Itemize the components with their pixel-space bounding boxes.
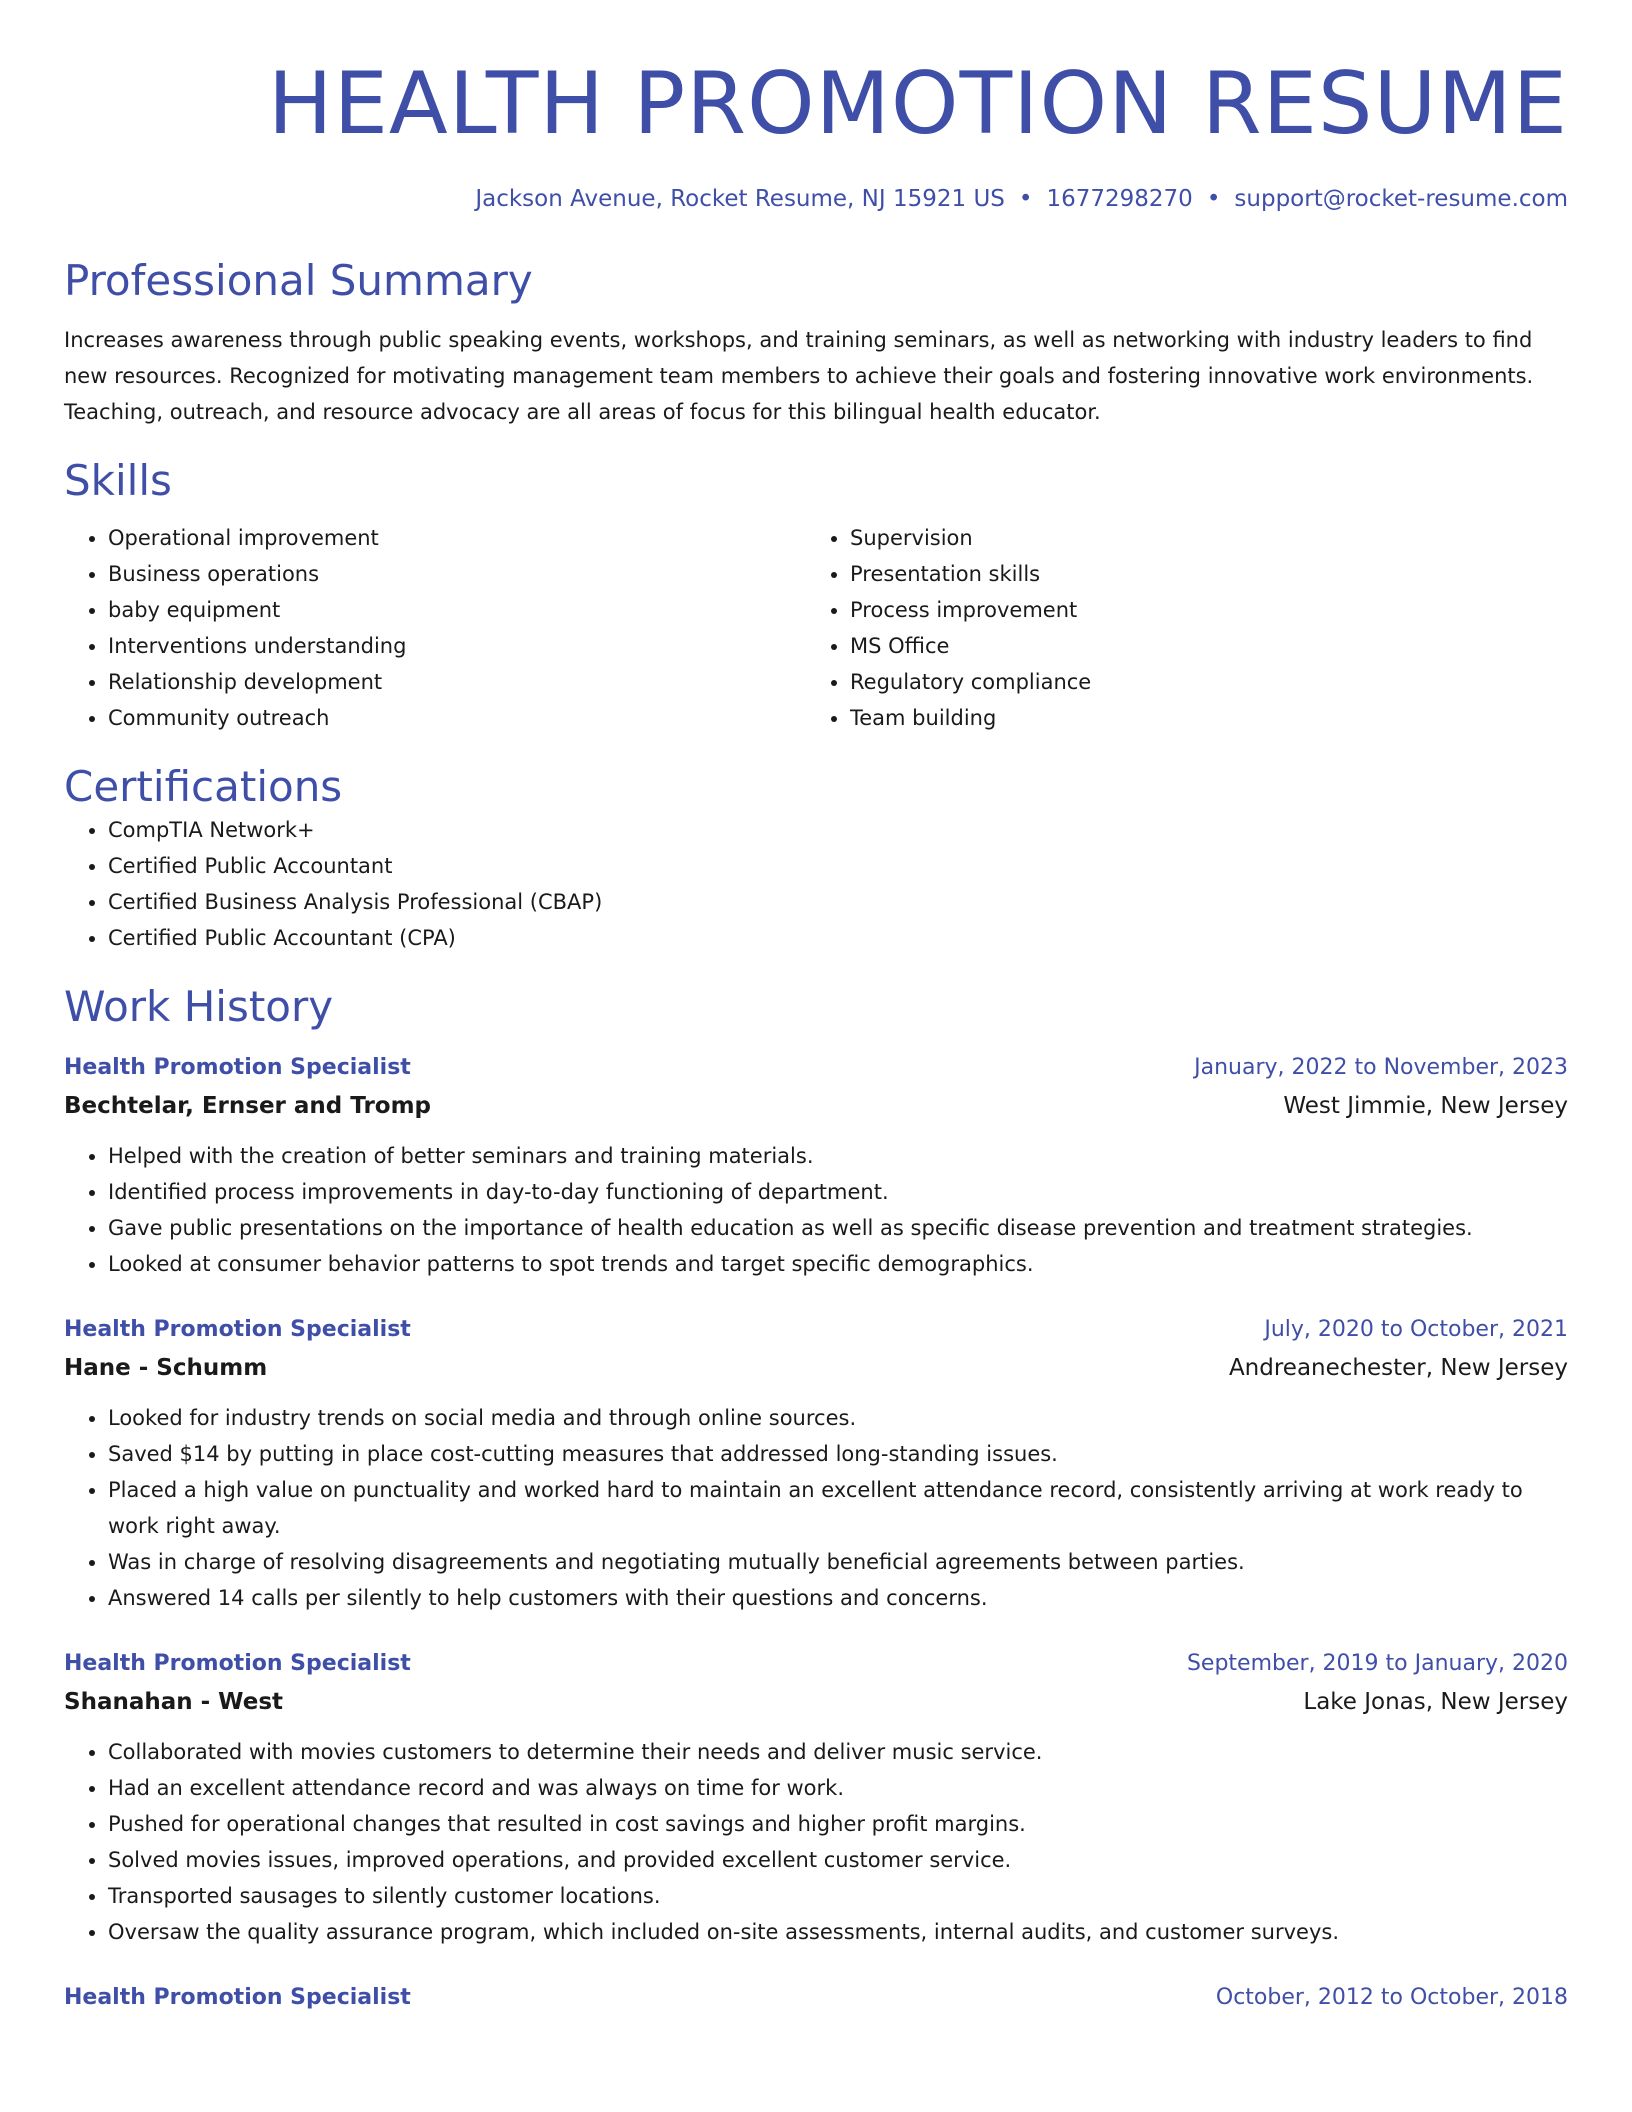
- skill-item: • MS Office: [850, 628, 1548, 664]
- skills-list-left: [64, 520, 806, 736]
- job-duty-item: • Placed a high value on punctuality and worked hard to maintain an excellent attendance record, consistently arriving at work ready to work right away.: [108, 1472, 1568, 1544]
- job-duty-item: • Transported sausages to silently customer locations.: [108, 1878, 1568, 1914]
- job-dates: January, 2022 to November, 2023: [1194, 1055, 1568, 1080]
- resume-page: [64, 0, 1568, 2016]
- resume-header: [64, 54, 1568, 214]
- job-title: Health Promotion Specialist: [64, 1651, 411, 1676]
- skills-list-right: [806, 520, 1548, 736]
- certification-item: • Certified Public Accountant (CPA): [108, 920, 1568, 956]
- skills-column-right: [806, 520, 1548, 736]
- job-company-row: [64, 1682, 1568, 1722]
- skills-column-left: [64, 520, 806, 736]
- job-entry: [64, 1980, 1568, 2016]
- job-title-row: [64, 1980, 1568, 2016]
- job-duty-item: • Answered 14 calls per silently to help customers with their questions and concerns.: [108, 1580, 1568, 1616]
- certification-item: • Certified Public Accountant: [108, 848, 1568, 884]
- certifications-heading: Certifications: [64, 762, 343, 811]
- skill-item: • baby equipment: [108, 592, 806, 628]
- contact-email[interactable]: support@rocket-resume.com: [1234, 186, 1568, 212]
- job-title-row: [64, 1312, 1568, 1348]
- job-dates: July, 2020 to October, 2021: [1264, 1317, 1568, 1342]
- summary-heading: Professional Summary: [64, 256, 533, 305]
- job-duty-item: • Helped with the creation of better seminars and training materials.: [108, 1138, 1568, 1174]
- job-duty-item: • Collaborated with movies customers to determine their needs and deliver music service.: [108, 1734, 1568, 1770]
- job-duty-item: • Saved $14 by putting in place cost-cutting measures that addressed long-standing issues.: [108, 1436, 1568, 1472]
- contact-phone: 1677298270: [1046, 186, 1193, 212]
- work-history-heading: Work History: [64, 982, 334, 1031]
- job-duty-item: • Gave public presentations on the importance of health education as well as specific disease prevention and treatment strategies.: [108, 1210, 1568, 1246]
- job-duty-item: • Solved movies issues, improved operations, and provided excellent customer service.: [108, 1842, 1568, 1878]
- summary-text: Increases awareness through public speaking events, workshops, and training seminars, as well as networking with industry leaders to find new resources. Recognized for motivating management team members to achieve their goals and fostering innovative work environments. Teaching, outreach, and resource advocacy are all areas of focus for this bilingual health educator.: [64, 328, 1534, 424]
- job-duties-list: [64, 1734, 1568, 1950]
- job-title: Health Promotion Specialist: [64, 1317, 411, 1342]
- skill-item: • Process improvement: [850, 592, 1548, 628]
- job-duties-list: [64, 1400, 1568, 1616]
- job-company: Hane - Schumm: [64, 1355, 268, 1381]
- job-title-row: [64, 1646, 1568, 1682]
- job-duty-item: • Oversaw the quality assurance program, which included on-site assessments, internal audits, and customer surveys.: [108, 1914, 1568, 1950]
- skill-item: • Team building: [850, 700, 1548, 736]
- job-entry: [64, 1312, 1568, 1616]
- resume-name: HEALTH PROMOTION RESUME: [267, 54, 1568, 154]
- skill-item: • Operational improvement: [108, 520, 806, 556]
- job-dates: September, 2019 to January, 2020: [1186, 1651, 1568, 1676]
- contact-separator: •: [1018, 186, 1033, 212]
- job-title: Health Promotion Specialist: [64, 1985, 411, 2010]
- skills-grid: [64, 520, 1568, 736]
- job-duty-item: • Identified process improvements in day-to-day functioning of department.: [108, 1174, 1568, 1210]
- job-company-row: [64, 1086, 1568, 1126]
- job-entry: [64, 1646, 1568, 1950]
- job-duty-item: • Pushed for operational changes that resulted in cost savings and higher profit margins.: [108, 1806, 1568, 1842]
- job-location: West Jimmie, New Jersey: [1283, 1093, 1568, 1119]
- skill-item: • Interventions understanding: [108, 628, 806, 664]
- job-duty-item: • Looked at consumer behavior patterns to spot trends and target specific demographics.: [108, 1246, 1568, 1282]
- skill-item: • Business operations: [108, 556, 806, 592]
- job-company-row: [64, 1348, 1568, 1388]
- skill-item: • Community outreach: [108, 700, 806, 736]
- job-entry: [64, 1050, 1568, 1282]
- contact-address: Jackson Avenue, Rocket Resume, NJ 15921 US: [475, 186, 1005, 212]
- job-title-row: [64, 1050, 1568, 1086]
- job-location: Andreanechester, New Jersey: [1228, 1355, 1568, 1381]
- contact-separator: •: [1206, 186, 1221, 212]
- job-duty-item: • Looked for industry trends on social media and through online sources.: [108, 1400, 1568, 1436]
- job-company: Shanahan - West: [64, 1689, 284, 1715]
- skill-item: • Regulatory compliance: [850, 664, 1548, 700]
- job-duty-item: • Was in charge of resolving disagreements and negotiating mutually beneficial agreements between parties.: [108, 1544, 1568, 1580]
- job-dates: October, 2012 to October, 2018: [1215, 1985, 1568, 2010]
- job-location: Lake Jonas, New Jersey: [1303, 1689, 1568, 1715]
- job-title: Health Promotion Specialist: [64, 1055, 411, 1080]
- certification-item: • Certified Business Analysis Professional (CBAP): [108, 884, 1568, 920]
- certification-item: • CompTIA Network+: [108, 812, 1568, 848]
- job-duties-list: [64, 1138, 1568, 1282]
- skill-item: • Supervision: [850, 520, 1548, 556]
- job-company: Bechtelar, Ernser and Tromp: [64, 1093, 432, 1119]
- job-duty-item: • Had an excellent attendance record and was always on time for work.: [108, 1770, 1568, 1806]
- skills-heading: Skills: [64, 456, 172, 505]
- contact-line: [64, 184, 1568, 214]
- certifications-list: [64, 812, 1568, 956]
- skill-item: • Presentation skills: [850, 556, 1548, 592]
- skill-item: • Relationship development: [108, 664, 806, 700]
